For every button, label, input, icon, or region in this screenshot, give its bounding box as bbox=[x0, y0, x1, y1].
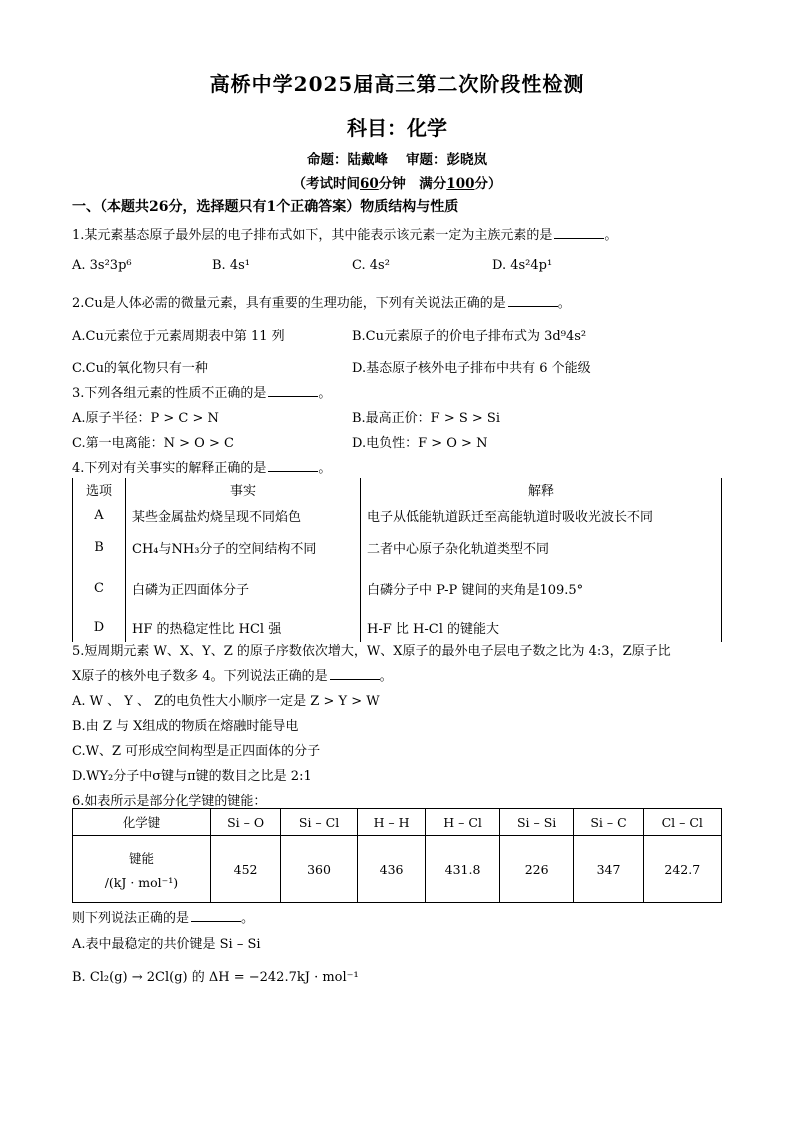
reviewer: 审题：彭晓岚 bbox=[406, 152, 487, 168]
table-row: 键能 /(kJ · mol⁻¹) 452 360 436 431.8 226 347 242.7 bbox=[73, 836, 722, 903]
question-4-stem: 4.下列对有关事实的解释正确的是 。 bbox=[72, 461, 332, 476]
answer-blank bbox=[330, 668, 380, 680]
q2-option-b: B.Cu元素原子的价电子排布式为 3d⁹4s² bbox=[352, 329, 587, 344]
question-5-stem-line1: 5.短周期元素 W、X、Y、Z 的原子序数依次增大，W、X原子的最外电子层电子数之比为 4:3，Z原子比 bbox=[72, 644, 671, 659]
bond-energy-table bbox=[72, 808, 722, 903]
question-1-stem: 1.某元素基态原子最外层的电子排布式如下，其中能表示该元素一定为主族元素的是 。 bbox=[72, 228, 618, 243]
q1-option-c: C. 4s² bbox=[352, 258, 390, 273]
table-header: Si – Si bbox=[499, 809, 574, 836]
q3-option-c: C.第一电离能：N > O > C bbox=[72, 436, 234, 451]
answer-blank bbox=[268, 385, 318, 397]
exam-title: 高桥中学2025届高三第二次阶段性检测 bbox=[209, 72, 585, 96]
exam-score: 100 bbox=[446, 176, 475, 192]
answer-blank bbox=[554, 227, 604, 239]
q1-option-b: B. 4s¹ bbox=[212, 258, 250, 273]
answer-blank bbox=[268, 460, 318, 472]
q5-option-c: C.W、Z 可形成空间构型是正四面体的分子 bbox=[72, 744, 321, 759]
table-header: H – Cl bbox=[426, 809, 499, 836]
table-header: 事实 bbox=[126, 478, 361, 500]
table-header: 解释 bbox=[361, 478, 722, 500]
row-label: 键能 /(kJ · mol⁻¹) bbox=[73, 836, 211, 903]
q4-table bbox=[72, 478, 722, 642]
q3-option-d: D.电负性：F > O > N bbox=[352, 436, 488, 451]
table-row: D HF 的热稳定性比 HCl 强 H-F 比 H-Cl 的键能大 bbox=[73, 612, 722, 642]
q5-option-b: B.由 Z 与 X组成的物质在熔融时能导电 bbox=[72, 719, 299, 734]
exam-minutes: 60 bbox=[360, 176, 379, 192]
q3-option-b: B.最高正价：F > S > Si bbox=[352, 411, 500, 426]
question-6-follow: 则下列说法正确的是 。 bbox=[72, 911, 255, 926]
q1-option-a: A. 3s²3p⁶ bbox=[72, 258, 132, 273]
table-row: A 某些金属盐灼烧呈现不同焰色 电子从低能轨道跃迁至高能轨道时吸收光波长不同 bbox=[73, 500, 722, 530]
author: 命题：陆戴峰 bbox=[307, 152, 388, 168]
q6-option-b: B. Cl₂(g) → 2Cl(g) 的 ΔH = −242.7kJ · mol⁻¹ bbox=[72, 970, 359, 985]
table-header: Si – C bbox=[574, 809, 643, 836]
table-row: B CH₄与NH₃分子的空间结构不同 二者中心原子杂化轨道类型不同 bbox=[73, 530, 722, 564]
question-6-stem: 6.如表所示是部分化学键的键能： bbox=[72, 794, 267, 809]
table-header: Si – O bbox=[210, 809, 280, 836]
table-header: Cl – Cl bbox=[643, 809, 721, 836]
question-5-stem-line2: X原子的核外电子数多 4。下列说法正确的是 。 bbox=[72, 669, 393, 684]
q6-option-a: A.表中最稳定的共价键是 Si – Si bbox=[72, 937, 261, 952]
section-heading: 一、（本题共26分，选择题只有1个正确答案）物质结构与性质 bbox=[72, 199, 459, 215]
table-header-row bbox=[73, 478, 722, 500]
answer-blank bbox=[508, 295, 558, 307]
table-header-row bbox=[73, 809, 722, 836]
q3-option-a: A.原子半径：P > C > N bbox=[72, 411, 219, 426]
q2-option-d: D.基态原子核外电子排布中共有 6 个能级 bbox=[352, 361, 591, 376]
table-row: C 白磷为正四面体分子 白磷分子中 P-P 键间的夹角是109.5° bbox=[73, 564, 722, 612]
q5-option-a: A. W 、 Y 、 Z的电负性大小顺序一定是 Z > Y > W bbox=[72, 694, 380, 709]
table-header: Si – Cl bbox=[281, 809, 358, 836]
exam-subject: 科目：化学 bbox=[347, 116, 447, 140]
answer-blank bbox=[191, 910, 241, 922]
q5-option-d: D.WY₂分子中σ键与π键的数目之比是 2:1 bbox=[72, 769, 312, 784]
q1-option-d: D. 4s²4p¹ bbox=[492, 258, 553, 273]
exam-authors bbox=[0, 148, 794, 168]
question-3-stem: 3.下列各组元素的性质不正确的是 。 bbox=[72, 386, 332, 401]
exam-info: （考试时间60分钟 满分100分） bbox=[292, 176, 502, 192]
table-header: 选项 bbox=[73, 478, 126, 500]
q2-option-a: A.Cu元素位于元素周期表中第 11 列 bbox=[72, 329, 285, 344]
question-2-stem: 2.Cu是人体必需的微量元素，具有重要的生理功能，下列有关说法正确的是 。 bbox=[72, 296, 571, 311]
table-header: H – H bbox=[357, 809, 426, 836]
table-header: 化学键 bbox=[73, 809, 211, 836]
q2-option-c: C.Cu的氧化物只有一种 bbox=[72, 361, 208, 376]
